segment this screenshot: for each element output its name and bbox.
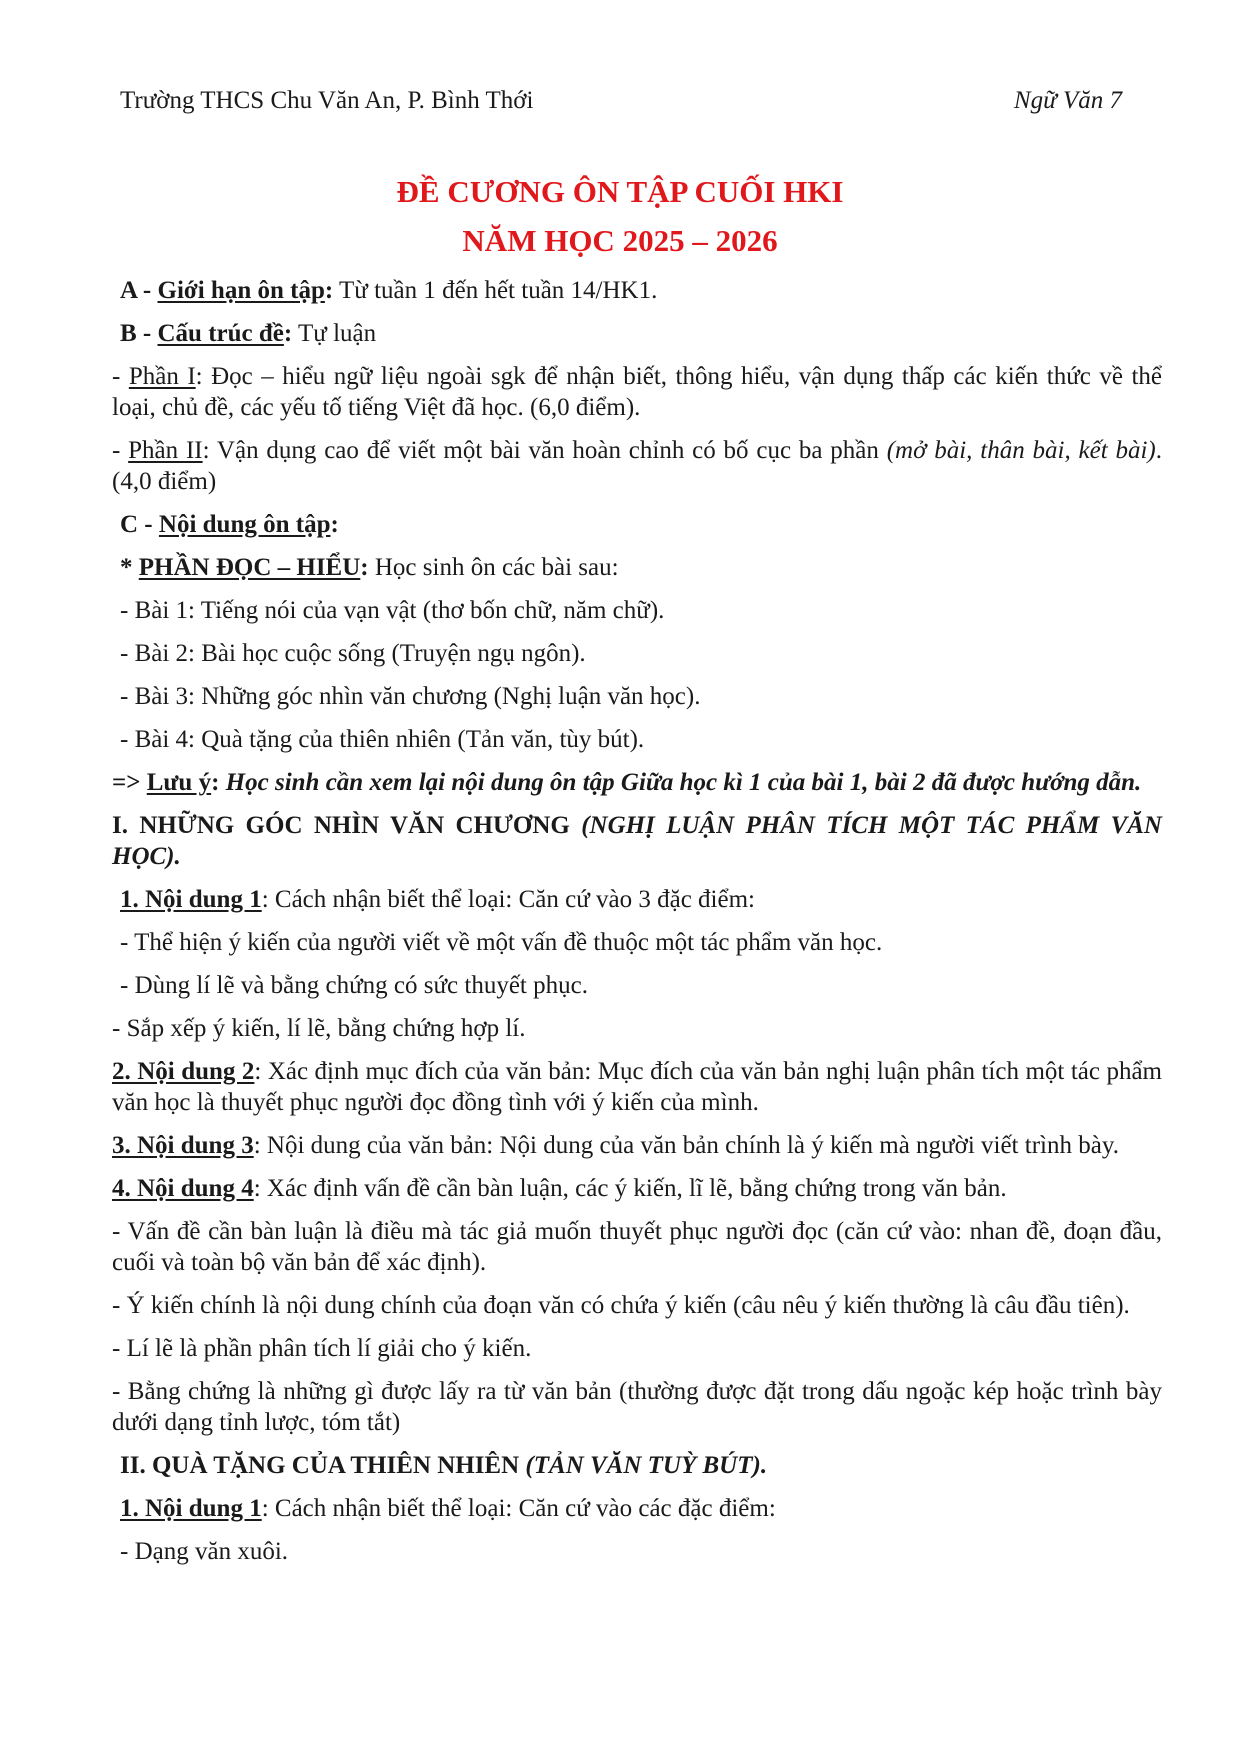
- item-label: 4. Nội dung 4: [112, 1175, 254, 1202]
- reading-text: Học sinh ôn các bài sau:: [368, 554, 619, 581]
- lesson-item: - Bài 3: Những góc nhìn văn chương (Nghị luận văn học).: [120, 683, 701, 710]
- colon: :: [330, 511, 339, 538]
- section-c-prefix: C -: [120, 511, 159, 538]
- section-b-prefix: B -: [120, 320, 158, 347]
- part-2-text: : Vận dụng cao để viết một bài văn hoàn chỉnh có bố cục ba phần: [202, 437, 887, 464]
- section-a: [112, 275, 1162, 306]
- section-a-prefix: A -: [120, 277, 158, 304]
- section-c: [112, 509, 1162, 540]
- part-1-text: : Đọc – hiểu ngữ liệu ngoài sgk để nhận biết, thông hiểu, vận dụng thấp các kiến thức về thể loại, chủ đề, các yếu tố tiếng Việt đã học. (6,0 điểm).: [112, 363, 1162, 421]
- part-1-description: [112, 361, 1162, 423]
- part-ii-heading-text: II. QUÀ TẶNG CỦA THIÊN NHIÊN: [120, 1452, 526, 1479]
- section-a-text: Từ tuần 1 đến hết tuần 14/HK1.: [333, 277, 658, 304]
- item-text: : Xác định mục đích của văn bản: Mục đích của văn bản nghị luận phân tích một tác phẩm văn học là thuyết phục người đọc đồng tình với ý kiến của mình.: [112, 1058, 1162, 1116]
- item-label: 3. Nội dung 3: [112, 1132, 254, 1159]
- item-label: 2. Nội dung 2: [112, 1058, 255, 1085]
- colon: :: [360, 554, 369, 581]
- lesson-item: - Bài 2: Bài học cuộc sống (Truyện ngụ ngôn).: [120, 640, 586, 667]
- part-2-italic: (mở bài, thân bài, kết bài): [886, 437, 1156, 464]
- arrow: =>: [112, 769, 147, 796]
- list-item: - Lí lẽ là phần phân tích lí giải cho ý kiến.: [112, 1335, 532, 1362]
- part-ii-heading-italic: (TẢN VĂN TUỲ BÚT).: [525, 1452, 768, 1479]
- part-i-heading: [112, 810, 1162, 872]
- school-year-title: NĂM HỌC 2025 – 2026: [462, 223, 778, 258]
- section-b-label: Cấu trúc đề: [157, 320, 284, 347]
- section-b: [112, 318, 1162, 349]
- lesson-item: - Bài 4: Quà tặng của thiên nhiên (Tản văn, tùy bút).: [120, 726, 645, 753]
- colon: :: [211, 769, 220, 796]
- part-i-item-4: [112, 1173, 1162, 1204]
- note: [112, 767, 1162, 798]
- note-text: Học sinh cần xem lại nội dung ôn tập Giữa học kì 1 của bài 1, bài 2 đã được hướng dẫn.: [219, 769, 1142, 796]
- colon: :: [324, 277, 334, 304]
- reading-label: PHẦN ĐỌC – HIỂU: [138, 554, 361, 581]
- part-1-label: Phần I: [128, 363, 196, 390]
- part-i-item-1: [112, 884, 1162, 915]
- star: *: [120, 554, 139, 581]
- reading-section: [112, 552, 1162, 583]
- list-item: - Thể hiện ý kiến của người viết về một vấn đề thuộc một tác phẩm văn học.: [120, 929, 883, 956]
- list-item: - Ý kiến chính là nội dung chính của đoạn văn có chứa ý kiến (câu nêu ý kiến thường là câu đầu tiên).: [112, 1292, 1130, 1319]
- part-2-tail: . (4,0 điểm): [112, 437, 1162, 495]
- part-i-heading-italic: (NGHỊ LUẬN PHÂN TÍCH MỘT TÁC PHẨM VĂN HỌC).: [112, 812, 1162, 870]
- item-label: 1. Nội dung 1: [120, 886, 262, 913]
- list-item: - Dạng văn xuôi.: [120, 1538, 289, 1565]
- part-ii-item-1: [112, 1493, 1162, 1524]
- page-header: [120, 87, 1122, 115]
- list-item: - Dùng lí lẽ và bằng chứng có sức thuyết phục.: [120, 972, 588, 999]
- section-b-text: Tự luận: [292, 320, 377, 347]
- colon: :: [283, 320, 293, 347]
- document-title: ĐỀ CƯƠNG ÔN TẬP CUỐI HKI: [396, 174, 844, 209]
- part-2-label: Phần II: [128, 437, 203, 464]
- list-item: - Vấn đề cần bàn luận là điều mà tác giả muốn thuyết phục người đọc (căn cứ vào: nhan đề, đoạn đầu, cuối và toàn bộ văn bản để xác định).: [112, 1218, 1162, 1276]
- item-text: : Nội dung của văn bản: Nội dung của văn bản chính là ý kiến mà người viết trình bày.: [253, 1132, 1119, 1159]
- part-ii-heading: [112, 1450, 1162, 1481]
- lesson-item: - Bài 1: Tiếng nói của vạn vật (thơ bốn chữ, năm chữ).: [120, 597, 665, 624]
- note-label: Lưu ý: [146, 769, 212, 796]
- item-text: : Cách nhận biết thể loại: Căn cứ vào các đặc điểm:: [261, 1495, 776, 1522]
- item-text: : Cách nhận biết thể loại: Căn cứ vào 3 đặc điểm:: [261, 886, 755, 913]
- part-i-item-3: [112, 1130, 1162, 1161]
- dash: -: [112, 437, 129, 464]
- part-i-item-2: [112, 1056, 1162, 1118]
- section-c-label: Nội dung ôn tập: [158, 511, 331, 538]
- school-name: Trường THCS Chu Văn An, P. Bình Thới: [120, 87, 534, 114]
- dash: -: [112, 363, 129, 390]
- item-label: 1. Nội dung 1: [120, 1495, 262, 1522]
- document-body: [112, 275, 1162, 1579]
- part-2-description: [112, 435, 1162, 497]
- subject-name: Ngữ Văn 7: [1013, 87, 1122, 114]
- list-item: - Sắp xếp ý kiến, lí lẽ, bằng chứng hợp lí.: [112, 1015, 526, 1042]
- section-a-label: Giới hạn ôn tập: [157, 277, 325, 304]
- part-i-heading-text: I. NHỮNG GÓC NHÌN VĂN CHƯƠNG: [112, 812, 582, 839]
- item-text: : Xác định vấn đề cần bàn luận, các ý kiến, lĩ lẽ, bằng chứng trong văn bản.: [253, 1175, 1007, 1202]
- list-item: - Bằng chứng là những gì được lấy ra từ văn bản (thường được đặt trong dấu ngoặc kép hoặc trình bày dưới dạng tỉnh lược, tóm tắt): [112, 1378, 1162, 1436]
